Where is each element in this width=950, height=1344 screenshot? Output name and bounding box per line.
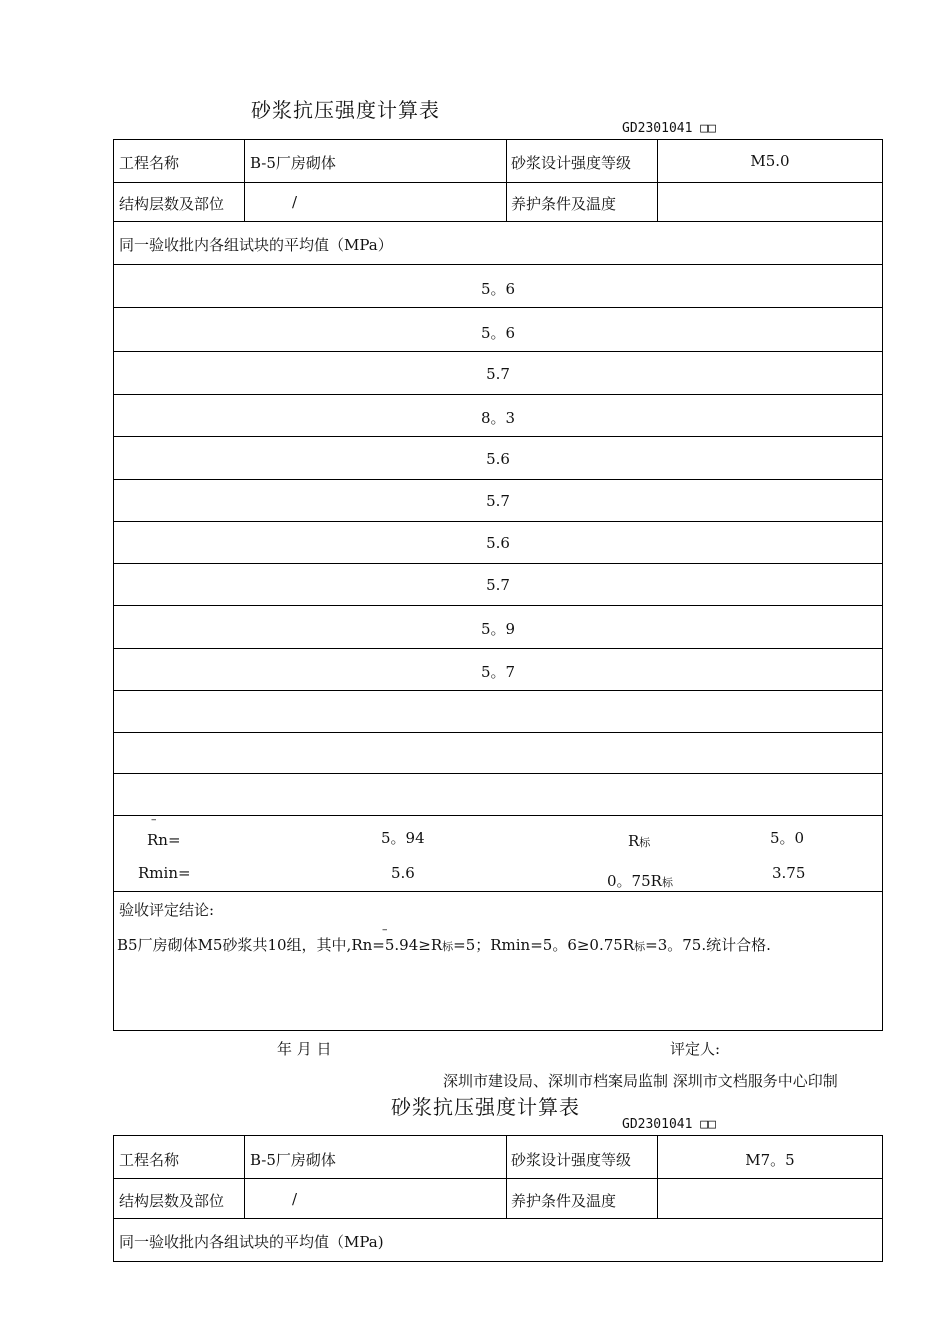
form1-code: GD2301041 □□ bbox=[622, 121, 716, 136]
form1-value-row: 8。3 bbox=[480, 409, 516, 427]
form2-avg-label: 同一验收批内各组试块的平均值（MPa) bbox=[119, 1233, 384, 1251]
form2-project-name-value: B-5厂房砌体 bbox=[250, 1151, 336, 1169]
rn-overbar: – bbox=[151, 813, 157, 826]
form1-rstd-value: 5。0 bbox=[770, 829, 805, 847]
form1-project-name-value: B-5厂房砌体 bbox=[250, 154, 336, 172]
form1-curing-label: 养护条件及温度 bbox=[511, 195, 617, 213]
form1-conclusion-label: 验收评定结论: bbox=[119, 901, 215, 919]
form1-value-row: 5.7 bbox=[486, 365, 510, 383]
form1-design-grade-label: 砂浆设计强度等级 bbox=[511, 154, 632, 172]
form1-value-row: 5.7 bbox=[486, 576, 510, 594]
form1-rstd-label: R标 bbox=[628, 832, 651, 850]
form1-r075-value: 3.75 bbox=[772, 864, 806, 882]
form1-structure-value: / bbox=[292, 193, 298, 211]
form1-design-grade-value: M5.0 bbox=[750, 152, 790, 170]
form2-title: 砂浆抗压强度计算表 bbox=[391, 1095, 580, 1119]
form1-date-label: 年 月 日 bbox=[277, 1040, 332, 1058]
form1-value-row: 5。9 bbox=[480, 620, 516, 638]
form1-value-row: 5。6 bbox=[480, 280, 516, 298]
form2-design-grade-value: M7。5 bbox=[745, 1151, 795, 1169]
form2-structure-label: 结构层数及部位 bbox=[119, 1192, 225, 1210]
form1-title: 砂浆抗压强度计算表 bbox=[251, 98, 440, 122]
form1-structure-label: 结构层数及部位 bbox=[119, 195, 225, 213]
form1-rmin-label: Rmin= bbox=[138, 864, 191, 882]
form2-code: GD2301041 □□ bbox=[622, 1117, 716, 1132]
form1-rn-value: 5。94 bbox=[381, 829, 425, 847]
form2-curing-label: 养护条件及温度 bbox=[511, 1192, 617, 1210]
form1-value-row: 5.6 bbox=[486, 534, 510, 552]
form1-footer: 深圳市建设局、深圳市档案局监制 深圳市文档服务中心印制 bbox=[443, 1072, 838, 1090]
form1-value-row: 5。7 bbox=[480, 663, 516, 681]
form2-design-grade-label: 砂浆设计强度等级 bbox=[511, 1151, 632, 1169]
form1-avg-label: 同一验收批内各组试块的平均值（MPa） bbox=[119, 236, 393, 254]
form1-value-row: 5。6 bbox=[480, 324, 516, 342]
form2-project-name-label: 工程名称 bbox=[119, 1151, 180, 1169]
form1-rn-label: Rn= bbox=[147, 831, 181, 849]
form1-project-name-label: 工程名称 bbox=[119, 154, 180, 172]
form2-structure-value: / bbox=[292, 1190, 298, 1208]
form1-value-row: 5.7 bbox=[486, 492, 510, 510]
form1-rmin-value: 5.6 bbox=[391, 864, 415, 882]
form1-conclusion-text: B5厂房砌体M5砂浆共10组，其中,Rn=5.94≥R标=5；Rmin=5。6≥0.75R标=3。75.统计合格. bbox=[117, 936, 771, 954]
form1-assessor-label: 评定人: bbox=[670, 1040, 721, 1058]
form1-r075-label: 0。75R标 bbox=[607, 872, 673, 890]
conclusion-rn-overbar: – bbox=[382, 923, 388, 936]
form1-value-row: 5.6 bbox=[486, 450, 510, 468]
